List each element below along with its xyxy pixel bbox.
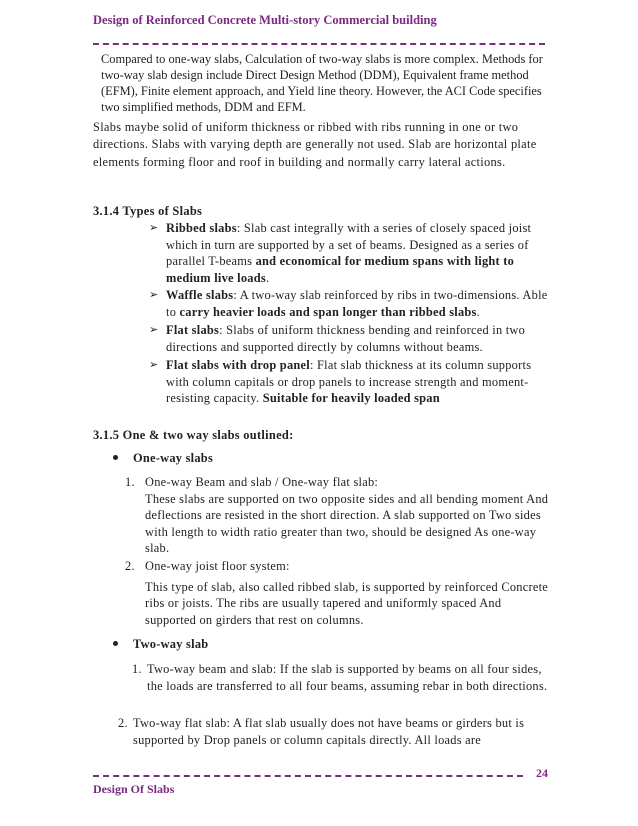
item-emphasis: carry heavier loads and span longer than ribbed slabs: [179, 304, 477, 319]
item-term: Flat slabs: [166, 323, 220, 337]
footer-divider: [93, 775, 523, 777]
list-item: [133, 636, 208, 653]
item-term: Waffle slabs: [166, 288, 234, 302]
footer-chapter: Design Of Slabs: [93, 782, 175, 796]
oneway-label: One-way slabs: [133, 451, 214, 465]
intro-paragraph: Compared to one-way slabs, Calculation of two-way slabs is more complex. Methods for two-way slab design include Direct Design Method (DDM), Equivalent frame method (EFM), Finite element approach, and Yield line theory. However, the ACI Code specifies two simplified methods, DDM and EFM.: [101, 52, 543, 114]
section-heading-types: 3.1.4 Types of Slabs: [93, 204, 203, 218]
item-term: Ribbed slabs: [166, 221, 237, 235]
list-item: [149, 322, 550, 355]
list-item: [149, 357, 550, 407]
slabs-paragraph: Slabs maybe solid of uniform thickness or ribbed with ribs running in one or two directions. Slabs with varying depth are generally not used. Slab are horizontal plate elements forming floor and roof in building and normally carry lateral actions.: [93, 120, 537, 169]
item-number: 2.: [118, 716, 128, 730]
list-item: [125, 558, 550, 628]
arrow-bullet-icon: ➢: [149, 289, 159, 301]
list-item: [133, 450, 213, 467]
page-header: Design of Reinforced Concrete Multi-story Commercial building: [93, 13, 437, 27]
list-item: [149, 220, 550, 286]
item-text: : Slab cast integrally with a series of closely spaced joist which in turn are supported by a set of beams. Designed as a series of parallel T-beams: [166, 221, 532, 268]
arrow-bullet-icon: ➢: [149, 222, 159, 234]
item-end: .: [476, 304, 480, 319]
item-text: Two-way flat slab: A flat slab usually does not have beams or girders but is supported by Drop panels or column capitals directly. All loads are: [133, 716, 525, 747]
twoway-label: Two-way slab: [133, 637, 209, 651]
item-body: This type of slab, also called ribbed slab, is supported by reinforced Concrete ribs or joists. The ribs are usually tapered and uniformly spaced And supported on girders that rest on columns.: [145, 579, 549, 627]
item-emphasis: Suitable for heavily loaded span: [262, 391, 440, 405]
item-number: 2.: [125, 559, 135, 573]
page-number: 24: [536, 766, 548, 780]
item-text: : Flat slab thickness at its column supports with column capitals or drop panels to increase strength and moment-resisting capacity.: [166, 358, 532, 405]
list-item: [118, 715, 550, 748]
section-heading-outline: 3.1.5 One & two way slabs outlined:: [93, 428, 294, 442]
item-end: .: [265, 270, 270, 285]
item-term: Flat slabs with drop panel: [166, 358, 310, 372]
item-text: : Slabs of uniform thickness bending and reinforced in two directions and supported directly by columns without beams.: [166, 323, 526, 354]
item-number: 1.: [125, 475, 135, 489]
arrow-bullet-icon: ➢: [149, 324, 159, 336]
bullet-dot-icon: [113, 455, 118, 460]
item-text: : A two-way slab reinforced by ribs in two-dimensions. Able to: [166, 288, 548, 319]
bullet-dot-icon: [113, 641, 118, 646]
header-divider: [93, 43, 545, 45]
list-item: [149, 287, 550, 320]
arrow-bullet-icon: ➢: [149, 359, 159, 371]
item-title: One-way joist floor system:: [145, 559, 290, 573]
item-number: 1.: [132, 662, 142, 676]
list-item: [132, 661, 550, 694]
item-body: These slabs are supported on two opposite sides and all bending moment And deflections are resisted in the short direction. A slab supported on Two sides with length to width ratio greater than two, should be designed As one-way slab.: [145, 491, 549, 555]
list-item: [125, 474, 550, 557]
item-title: One-way Beam and slab / One-way flat slab:: [145, 475, 379, 489]
item-text: Two-way beam and slab: If the slab is supported by beams on all four sides, the loads are transferred to all four beams, assuming rebar in both directions.: [147, 662, 548, 693]
item-emphasis: and economical for medium spans with light to medium live loads: [166, 254, 515, 285]
